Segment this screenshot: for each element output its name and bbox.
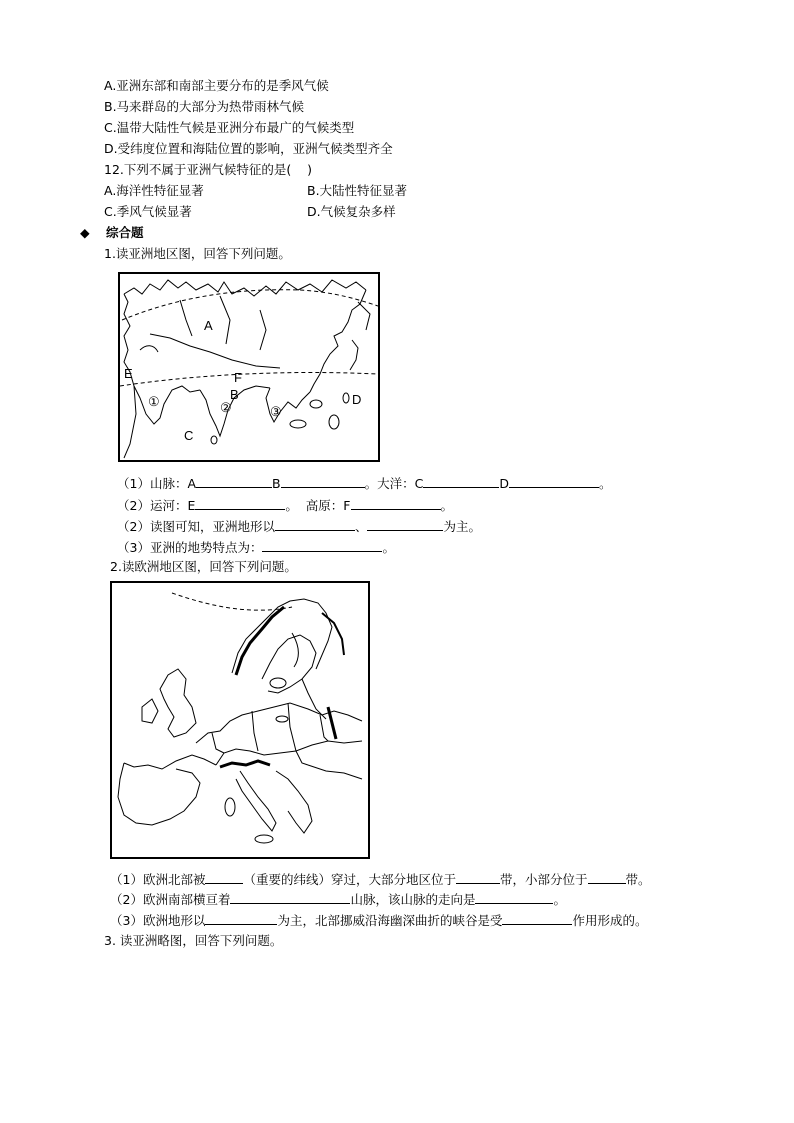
blank-minor-zone[interactable] [588, 870, 626, 884]
blank-main-terrain[interactable] [205, 911, 277, 925]
map-label-c: C [184, 428, 194, 443]
asia-map-drawing [120, 274, 378, 460]
section-bullet-icon: ◆ [80, 225, 90, 240]
map-label-e: E [124, 366, 133, 381]
option-c: C.温带大陆性气候是亚洲分布最广的气候类型 [104, 120, 355, 135]
question-3-stem: 3. 读亚洲略图，回答下列问题。 [104, 933, 283, 948]
map-label-f: F [234, 370, 242, 385]
blank-f[interactable] [351, 496, 441, 510]
europe-map [110, 581, 370, 859]
q2-sub3: （3）欧洲地形以 为主，北部挪威沿海幽深曲折的峡谷是受 作用形成的。 [110, 913, 648, 928]
blank-fjord-cause[interactable] [502, 911, 572, 925]
blank-d[interactable] [509, 474, 599, 488]
option-b: B.马来群岛的大部分为热带雨林气候 [104, 99, 305, 114]
q12-option-a: A.海洋性特征显著 [104, 183, 204, 198]
q12-option-b: B.大陆性特征显著 [307, 183, 408, 198]
map-label-d: D [352, 392, 362, 407]
blank-direction[interactable] [475, 890, 553, 904]
europe-map-drawing [112, 583, 368, 857]
map-marker-3: ③ [270, 404, 282, 419]
blank-terrain-feature[interactable] [262, 538, 382, 552]
q1-sub1: （1）山脉：A B 。大洋：C D 。 [117, 476, 612, 491]
question-12-stem: 12.下列不属于亚洲气候特征的是( ) [104, 162, 313, 177]
map-marker-2: ② [220, 400, 232, 415]
option-d: D.受纬度位置和海陆位置的影响，亚洲气候类型齐全 [104, 141, 393, 156]
option-a: A.亚洲东部和南部主要分布的是季风气候 [104, 78, 329, 93]
q12-option-c: C.季风气候显著 [104, 204, 192, 219]
map-label-a: A [204, 318, 213, 333]
asia-map [118, 272, 380, 462]
blank-mountain[interactable] [230, 890, 350, 904]
blank-c[interactable] [423, 474, 499, 488]
blank-latitude-line[interactable] [205, 870, 243, 884]
question-1-stem: 1.读亚洲地区图，回答下列问题。 [104, 246, 291, 261]
q1-sub4: （3）亚洲的地势特点为： 。 [117, 540, 395, 555]
q2-sub1: （1）欧洲北部被 （重要的纬线）穿过，大部分地区位于 带，小部分位于 带。 [110, 872, 651, 887]
map-label-b: B [230, 387, 239, 402]
blank-major-zone[interactable] [456, 870, 500, 884]
q1-sub2: （2）运河：E 。 高原：F 。 [117, 498, 454, 513]
q12-option-d: D.气候复杂多样 [307, 204, 396, 219]
blank-terrain-2[interactable] [367, 517, 443, 531]
section-title: 综合题 [106, 225, 144, 240]
blank-a[interactable] [196, 474, 272, 488]
map-marker-1: ① [148, 394, 160, 409]
q2-sub2: （2）欧洲南部横亘着 山脉，该山脉的走向是 。 [110, 892, 566, 907]
blank-terrain-1[interactable] [275, 517, 355, 531]
blank-b[interactable] [281, 474, 365, 488]
question-2-stem: 2.读欧洲地区图，回答下列问题。 [110, 559, 297, 574]
blank-e[interactable] [195, 496, 285, 510]
q1-sub3: （2）读图可知，亚洲地形以 、 为主。 [117, 519, 481, 534]
